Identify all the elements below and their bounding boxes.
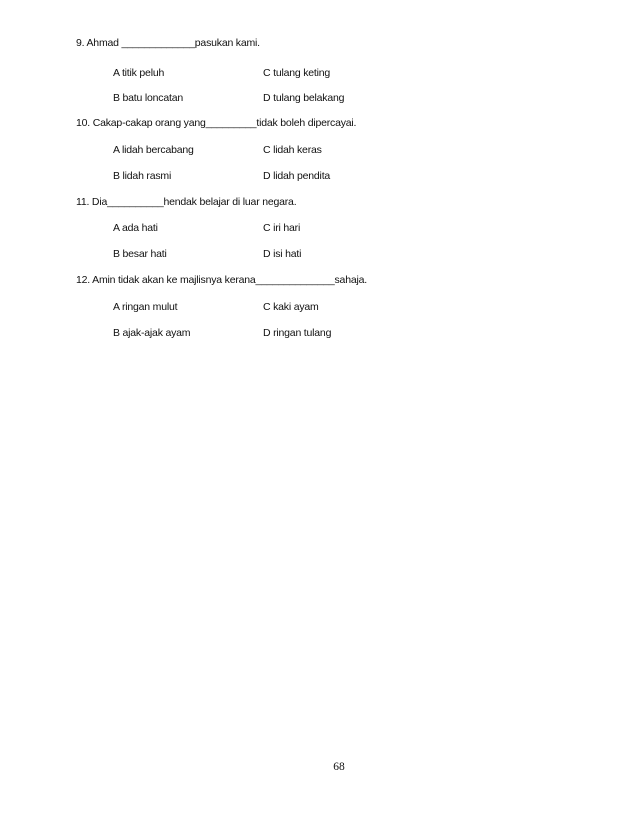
question-11-option-a: A ada hati bbox=[113, 222, 158, 234]
question-9-option-d: D tulang belakang bbox=[263, 92, 345, 104]
question-11: 11. Dia__________hendak belajar di luar negara. bbox=[76, 196, 297, 208]
question-11-option-c: C iri hari bbox=[263, 222, 301, 234]
question-11-option-d: D isi hati bbox=[263, 248, 302, 260]
question-9-option-b: B batu loncatan bbox=[113, 92, 183, 104]
question-10: 10. Cakap-cakap orang yang_________tidak boleh dipercayai. bbox=[76, 117, 357, 129]
question-9-option-a: A titik peluh bbox=[113, 67, 165, 79]
page-number: 68 bbox=[333, 761, 345, 773]
question-12-option-c: C kaki ayam bbox=[263, 301, 319, 313]
question-10-option-a: A lidah bercabang bbox=[113, 144, 194, 156]
question-12-option-a: A ringan mulut bbox=[113, 301, 178, 313]
question-12-option-d: D ringan tulang bbox=[263, 327, 332, 339]
question-9: 9. Ahmad _____________pasukan kami. bbox=[76, 37, 260, 49]
question-10-option-b: B lidah rasmi bbox=[113, 170, 172, 182]
question-11-option-b: B besar hati bbox=[113, 248, 167, 260]
question-10-option-c: C lidah keras bbox=[263, 144, 322, 156]
question-12: 12. Amin tidak akan ke majlisnya kerana______________sahaja. bbox=[76, 274, 367, 286]
question-12-option-b: B ajak-ajak ayam bbox=[113, 327, 191, 339]
question-9-option-c: C tulang keting bbox=[263, 67, 331, 79]
question-10-option-d: D lidah pendita bbox=[263, 170, 331, 182]
